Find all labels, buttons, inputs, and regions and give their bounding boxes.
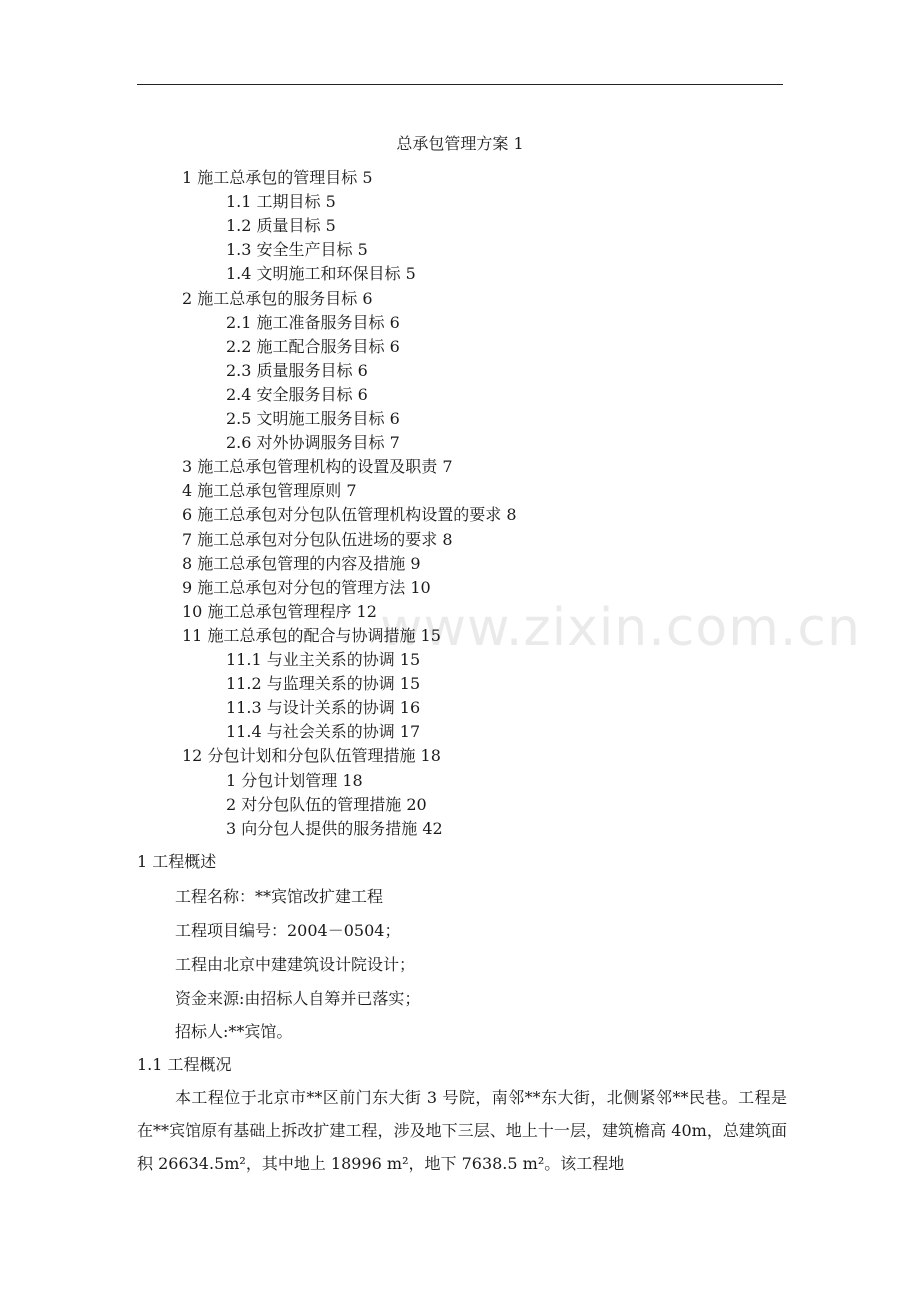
toc-item[interactable]: 1.1 工期目标 5: [226, 192, 336, 212]
project-designer: 工程由北京中建建筑设计院设计；: [175, 955, 416, 974]
toc-item[interactable]: 11.1 与业主关系的协调 15: [226, 650, 421, 669]
section-heading-project-overview: 1 工程概述: [137, 852, 217, 871]
tenderer: 招标人:**宾馆。: [175, 1022, 293, 1041]
toc-item[interactable]: 9 施工总承包对分包的管理方法 10: [182, 577, 431, 597]
toc-item[interactable]: 6 施工总承包对分包队伍管理机构设置的要求 8: [182, 505, 517, 525]
toc-item[interactable]: 2.3 质量服务目标 6: [226, 360, 368, 380]
toc-item[interactable]: 11.3 与设计关系的协调 16: [226, 698, 421, 718]
toc-item[interactable]: 11 施工总承包的配合与协调措施 15: [182, 625, 441, 645]
toc-item[interactable]: 3 施工总承包管理机构的设置及职责 7: [182, 457, 453, 477]
watermark: www.zixin.com.cn: [380, 598, 861, 658]
toc-item[interactable]: 3 向分包人提供的服务措施 42: [226, 818, 443, 838]
toc-item[interactable]: 1 分包计划管理 18: [226, 770, 363, 790]
toc-item[interactable]: 11.2 与监理关系的协调 15: [226, 674, 421, 694]
toc-item[interactable]: 12 分包计划和分包队伍管理措施 18: [182, 746, 441, 766]
toc-item[interactable]: 8 施工总承包管理的内容及措施 9: [182, 553, 421, 573]
toc-item[interactable]: 4 施工总承包管理原则 7: [182, 481, 357, 501]
toc-item[interactable]: 1.3 安全生产目标 5: [226, 240, 368, 260]
project-summary-paragraph: 本工程位于北京市**区前门东大街 3 号院，南邻**东大街，北侧紧邻**民巷。工程是在**宾馆原有基础上拆改扩建工程，涉及地下三层、地上十一层，建筑檐高 40m，总建筑面积 26634.5m²，其中地上 18996 m²，地下 7638.5 m²。该工程地: [137, 1088, 787, 1173]
toc-item[interactable]: 2.2 施工配合服务目标 6: [226, 336, 400, 356]
toc-item[interactable]: 2.1 施工准备服务目标 6: [226, 312, 400, 332]
toc-item[interactable]: 1.2 质量目标 5: [226, 216, 336, 236]
toc-item[interactable]: 2.6 对外协调服务目标 7: [226, 433, 400, 453]
project-number: 工程项目编号：2004－0504；: [175, 921, 401, 940]
toc-item[interactable]: 2 施工总承包的服务目标 6: [182, 288, 373, 308]
toc-item[interactable]: 2.5 文明施工服务目标 6: [226, 409, 400, 428]
toc-item[interactable]: 11.4 与社会关系的协调 17: [226, 722, 421, 742]
funding-source: 资金来源:由招标人自筹并已落实；: [175, 989, 421, 1008]
project-name: 工程名称：**宾馆改扩建工程: [175, 887, 384, 906]
toc-item[interactable]: 2 对分包队伍的管理措施 20: [226, 794, 427, 814]
toc-item[interactable]: 7 施工总承包对分包队伍进场的要求 8: [182, 529, 453, 549]
toc-item[interactable]: 1.4 文明施工和环保目标 5: [226, 264, 416, 284]
section-heading-project-summary: 1.1 工程概况: [137, 1055, 232, 1074]
toc-title: 总承包管理方案 1: [396, 134, 524, 153]
header-rule: [137, 84, 783, 85]
toc-item[interactable]: 2.4 安全服务目标 6: [226, 384, 368, 404]
toc-item[interactable]: 1 施工总承包的管理目标 5: [182, 168, 373, 187]
toc-item[interactable]: 10 施工总承包管理程序 12: [182, 601, 377, 621]
